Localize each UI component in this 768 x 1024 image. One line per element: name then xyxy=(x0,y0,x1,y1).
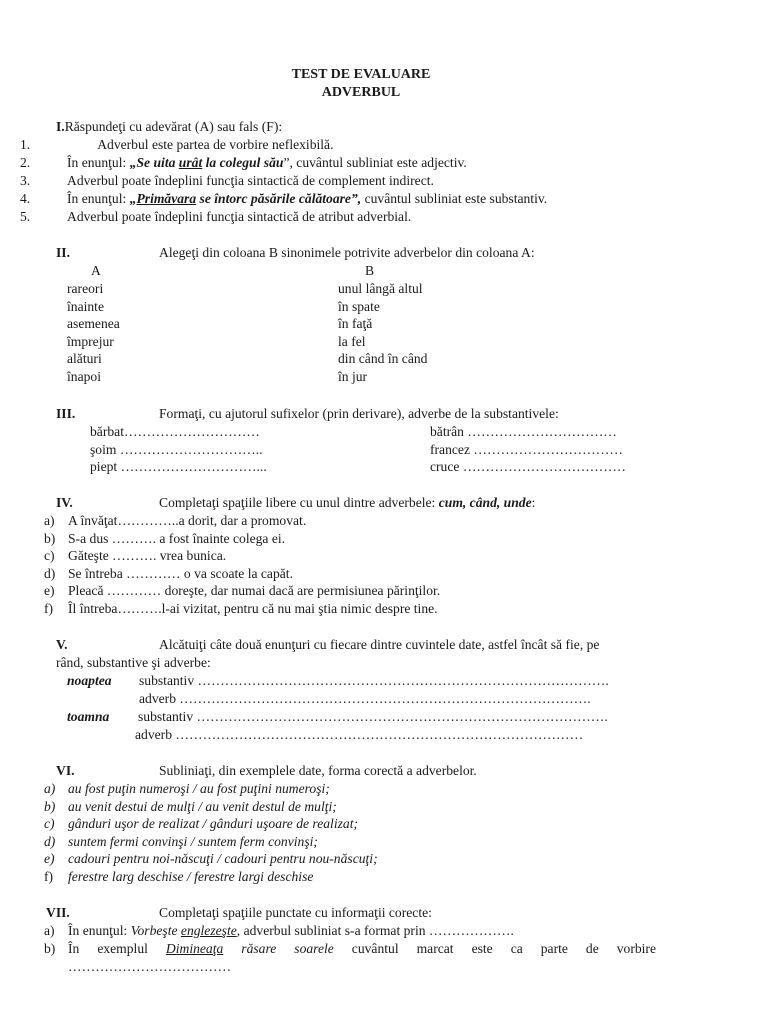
section-iv-items xyxy=(44,512,440,617)
quoted-text: se întorc păsările călătoare”, xyxy=(196,191,362,206)
item-letter: f) xyxy=(44,868,54,884)
item-letter: a) xyxy=(44,513,55,528)
instruction-text: Completaţi spaţiile libere cu unul dintre adverbele: xyxy=(159,495,439,510)
column-b-item: în jur xyxy=(338,368,368,384)
item-text-pre: În enunţul: xyxy=(67,191,130,206)
item-number: 5. xyxy=(20,209,31,224)
column-a-header: A xyxy=(91,263,101,278)
item-letter: b) xyxy=(44,530,56,546)
item-text-pre: În exemplul xyxy=(68,941,166,956)
derivation-item: cruce ……………………………… xyxy=(430,459,626,474)
item-text: au fost puţin numeroşi / au fost puţini numeroşi; xyxy=(68,781,330,796)
derivation-item: francez …………………………… xyxy=(430,441,623,457)
item-text: cadouri pentru noi-născuţi / cadouri pentru nou-născuţi; xyxy=(68,851,378,866)
section-ii-instruction: Alegeţi din coloana B sinonimele potrivite adverbelor din coloana A: xyxy=(159,245,535,260)
choice-item xyxy=(44,798,378,816)
column-a-item: rareori xyxy=(67,281,104,296)
column-a-item: împrejur xyxy=(67,333,114,349)
item-text-post: cuvântul marcat este ca parte de vorbire xyxy=(333,941,656,956)
section-iv-number: IV. xyxy=(56,495,73,510)
item-letter: a) xyxy=(44,781,56,796)
derivation-item: piept …………………………... xyxy=(90,459,267,474)
column-a-item: înainte xyxy=(67,298,104,314)
section-v-instruction-cont: rând, substantive şi adverbe: xyxy=(56,655,211,670)
item-text: S-a dus ………. a fost înainte colega ei. xyxy=(68,530,286,546)
item-letter: f) xyxy=(44,600,54,616)
choice-item xyxy=(44,815,378,833)
quote-open: „ xyxy=(129,155,137,170)
section-v-instruction: Alcătuiţi câte două enunţuri cu fiecare dintre cuvintele date, astfel încât să fie, pe xyxy=(159,637,600,652)
section-v-number: V. xyxy=(56,637,68,652)
answer-line: substantiv ………………………………………………………………………………. xyxy=(138,709,608,724)
fill-item xyxy=(44,530,440,548)
item-letter: b) xyxy=(44,941,56,956)
derivation-item: bătrân …………………………… xyxy=(430,424,617,439)
item-text: Adverbul este partea de vorbire neflexibilă. xyxy=(97,137,334,152)
item-number: 3. xyxy=(20,173,31,188)
section-i-instruction: Răspundeţi cu adevărat (A) sau fals (F): xyxy=(64,119,283,134)
item-text-pre: În enunţul: xyxy=(68,923,131,938)
item-letter: d) xyxy=(44,833,56,849)
column-a-item: asemenea xyxy=(67,316,120,331)
fill-item xyxy=(44,565,440,583)
quoted-text: Se uita xyxy=(136,155,179,170)
choice-item xyxy=(44,868,378,886)
underlined-word: Primăvara xyxy=(136,191,197,206)
fill-item xyxy=(44,600,440,618)
section-vii-item-b-text xyxy=(68,940,656,958)
section-i-item-4 xyxy=(20,190,547,208)
item-text: Îl întreba……….l-ai vizitat, pentru că nu mai ştia nimic despre tine. xyxy=(68,600,438,616)
column-a-item: alături xyxy=(67,351,102,366)
answer-line: adverb ……………………………………………………………………………… xyxy=(135,727,584,742)
section-i-number: I. xyxy=(56,119,65,134)
derivation-left-column xyxy=(90,423,267,476)
item-letter: e) xyxy=(44,851,55,866)
item-text-pre: În enunţul: xyxy=(67,155,130,170)
underlined-word: Dimineaţa xyxy=(165,941,224,956)
column-b-item: în faţă xyxy=(338,316,373,331)
item-number: 1. xyxy=(20,137,31,152)
adverb-options: cum, când, unde xyxy=(438,495,532,510)
column-a xyxy=(67,280,120,385)
section-vi-number: VI. xyxy=(56,763,75,778)
section-iv-instruction xyxy=(159,494,535,512)
column-a-item: înapoi xyxy=(67,368,101,384)
example-text: Vorbeşte xyxy=(130,923,181,938)
answer-line: substantiv ………………………………………………………………………………. xyxy=(139,673,609,688)
answer-line: adverb ………………………………………………………………………………. xyxy=(139,691,591,706)
section-vii-number: VII. xyxy=(46,905,70,920)
section-vi-instruction: Subliniaţi, din exemplele date, forma corectă a adverbelor. xyxy=(159,763,477,778)
item-letter: c) xyxy=(44,816,55,831)
column-b-item: unul lângă altul xyxy=(338,281,423,296)
item-letter: c) xyxy=(44,548,55,563)
choice-item xyxy=(44,833,378,851)
section-i-heading xyxy=(56,118,282,136)
example-text: răsare soarele xyxy=(223,941,334,956)
section-iii-instruction: Formaţi, cu ajutorul sufixelor (prin derivare), adverbe de la substantivele: xyxy=(159,406,559,421)
item-text: Se întreba ………… o va scoate la capăt. xyxy=(68,565,293,581)
item-letter: b) xyxy=(44,798,56,814)
section-vii-instruction: Completaţi spaţiile punctate cu informaţii corecte: xyxy=(159,905,432,920)
underlined-word: urât xyxy=(178,155,203,170)
word-noaptea: noaptea xyxy=(67,673,112,688)
fill-item xyxy=(44,547,440,565)
fill-item xyxy=(44,512,440,530)
item-text-post: , cuvântul subliniat este adjectiv. xyxy=(289,155,467,170)
section-i-item-2 xyxy=(20,154,467,172)
section-i-item-3 xyxy=(20,172,434,190)
column-b xyxy=(338,280,427,385)
item-text: au venit destui de mulţi / au venit destul de mulţi; xyxy=(68,798,337,814)
column-b-item: din când în când xyxy=(338,351,428,366)
choice-item xyxy=(44,850,378,868)
item-text: Găteşte ………. vrea bunica. xyxy=(68,548,227,563)
item-letter: e) xyxy=(44,583,55,598)
item-text-post: , adverbul subliniat s-a format prin ………………. xyxy=(236,923,514,938)
item-number: 4. xyxy=(20,191,31,206)
quote-open: „ xyxy=(129,191,137,206)
column-b-header: B xyxy=(365,263,375,278)
item-text: Adverbul poate îndeplini funcţia sintactică de complement indirect. xyxy=(67,173,434,188)
worksheet-subtitle: ADVERBUL xyxy=(321,85,401,100)
column-b-item: în spate xyxy=(338,298,380,314)
quoted-text: la colegul său xyxy=(202,155,284,170)
item-text: Pleacă ………… doreşte, dar numai dacă are permisiunea părinţilor. xyxy=(68,583,441,598)
answer-dots: ……………………………… xyxy=(68,959,232,974)
section-i-item-1 xyxy=(20,136,333,154)
derivation-right-column xyxy=(430,423,626,476)
section-i-item-5 xyxy=(20,208,411,226)
worksheet-title: TEST DE EVALUARE xyxy=(291,67,431,82)
column-b-item: la fel xyxy=(338,333,366,349)
item-letter: a) xyxy=(44,923,55,938)
item-text: Adverbul poate îndeplini funcţia sintactică de atribut adverbial. xyxy=(67,209,412,224)
item-number: 2. xyxy=(20,155,31,170)
item-text: suntem fermi convinşi / suntem ferm convinşi; xyxy=(68,833,318,849)
fill-item xyxy=(44,582,440,600)
underlined-word: englezeşte xyxy=(180,923,237,938)
section-ii-number: II. xyxy=(56,245,70,260)
choice-item xyxy=(44,780,378,798)
item-text-post: cuvântul subliniat este substantiv. xyxy=(361,191,548,206)
item-text: ferestre larg deschise / ferestre largi deschise xyxy=(68,868,314,884)
word-toamna: toamna xyxy=(67,709,110,724)
derivation-item: bărbat………………………… xyxy=(90,424,260,439)
colon: : xyxy=(531,495,536,510)
item-text: gânduri uşor de realizat / gânduri uşoare de realizat; xyxy=(68,816,358,831)
derivation-item: şoim ………………………….. xyxy=(90,441,263,457)
item-letter: d) xyxy=(44,565,56,581)
section-vi-items xyxy=(44,780,378,885)
item-text: A învăţat…………..a dorit, dar a promovat. xyxy=(68,513,307,528)
section-iii-number: III. xyxy=(56,406,76,421)
section-vii-item-a xyxy=(44,922,514,940)
quote-close: ” xyxy=(283,155,290,170)
